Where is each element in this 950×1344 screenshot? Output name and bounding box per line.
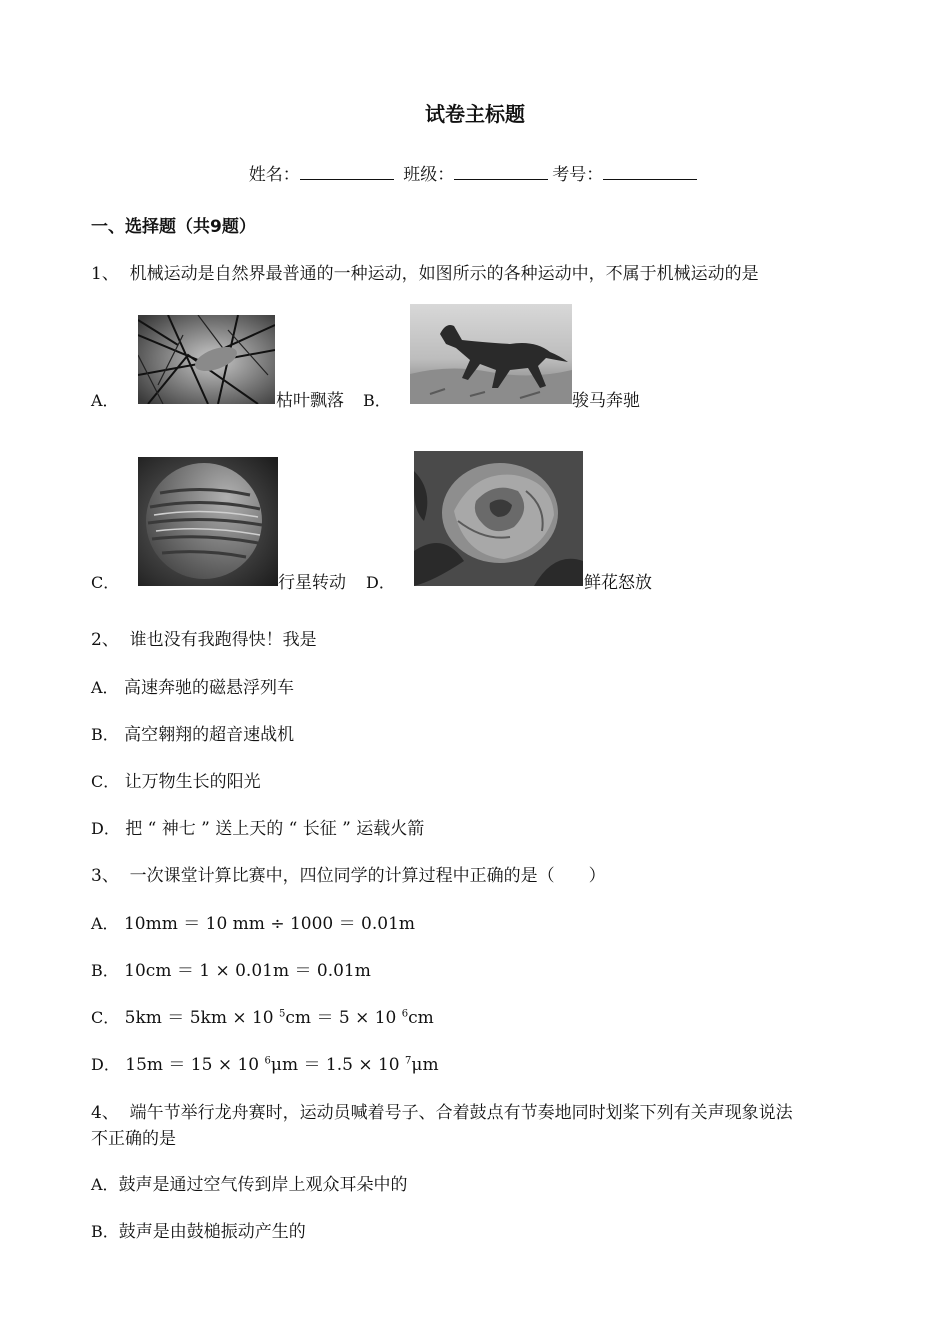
option-text: μm ＝ 1.5 × 10 (270, 1055, 406, 1075)
option-letter: D． (91, 1055, 120, 1074)
name-blank[interactable] (300, 161, 394, 180)
class-label: 班级： (403, 165, 455, 185)
question-text: 谁也没有我跑得快！我是 (129, 630, 317, 650)
falling-leaf-photo (138, 315, 275, 404)
option-text: 高空翱翔的超音速战机 (124, 725, 295, 745)
question-4-continued: 不正确的是 (91, 1129, 176, 1149)
question-text: 机械运动是自然界最普通的一种运动，如图所示的各种运动中，不属于机械运动的是 (129, 264, 759, 284)
blooming-flower-photo (414, 451, 583, 586)
question-number: 2、 (91, 630, 119, 650)
q2-option-d[interactable] (91, 814, 424, 839)
option-a-letter: A． (91, 391, 119, 410)
question-number: 3、 (91, 866, 119, 886)
question-2 (91, 625, 317, 650)
option-text: 15m ＝ 15 × 10 (125, 1055, 265, 1075)
question-3 (91, 861, 606, 886)
question-4 (91, 1098, 793, 1123)
q3-option-c[interactable] (91, 1003, 434, 1028)
option-d-letter: D． (366, 573, 395, 592)
option-c-caption: 行星转动 (278, 573, 346, 593)
section-heading: 一、选择题（共9题） (91, 217, 256, 237)
question-text: 一次课堂计算比赛中，四位同学的计算过程中正确的是（ ） (129, 866, 606, 886)
option-text: cm (408, 1008, 434, 1028)
option-c-letter: C． (91, 573, 120, 592)
option-text: cm ＝ 5 × 10 (285, 1008, 402, 1028)
option-text: 10cm ＝ 1 × 0.01m ＝ 0.01m (124, 961, 371, 981)
q3-option-b[interactable] (91, 956, 371, 981)
exponent: 7 (405, 1055, 412, 1067)
option-text: 鼓声是通过空气传到岸上观众耳朵中的 (118, 1175, 408, 1195)
option-b-caption: 骏马奔驰 (572, 391, 640, 411)
option-letter: A． (91, 678, 119, 697)
q3-option-a[interactable] (91, 909, 415, 934)
id-label: 考号： (552, 165, 604, 185)
q4-option-b[interactable] (91, 1217, 306, 1242)
exam-title: 试卷主标题 (425, 102, 525, 126)
option-letter: C． (91, 1008, 120, 1027)
rotating-planet-photo (138, 457, 278, 586)
exponent: 6 (401, 1008, 409, 1020)
option-text: 让万物生长的阳光 (124, 772, 261, 792)
question-number: 1、 (91, 264, 119, 284)
option-text: 5km ＝ 5km × 10 (124, 1008, 280, 1028)
option-text: 把 “ 神七 ” 送上天的 “ 长征 ” 运载火箭 (125, 819, 425, 839)
id-blank[interactable] (603, 161, 697, 180)
class-blank[interactable] (454, 161, 548, 180)
option-text: μm (411, 1055, 439, 1075)
exponent: 5 (279, 1008, 286, 1020)
option-b-letter: B． (363, 391, 391, 410)
question-number: 4、 (91, 1103, 119, 1123)
option-text: 10mm ＝ 10 mm ÷ 1000 ＝ 0.01m (123, 914, 416, 934)
q2-option-b[interactable] (91, 720, 294, 745)
option-d-caption: 鲜花怒放 (584, 573, 652, 593)
option-a-caption: 枯叶飘落 (276, 391, 344, 411)
option-text: 鼓声是由鼓槌振动产生的 (118, 1222, 306, 1242)
option-letter: B． (91, 961, 119, 980)
q3-option-d[interactable] (91, 1050, 439, 1075)
student-info-line (0, 160, 950, 185)
option-letter: B． (91, 1222, 119, 1241)
q2-option-a[interactable] (91, 673, 294, 698)
option-letter: D． (91, 819, 120, 838)
question-text: 端午节举行龙舟赛时，运动员喊着号子、合着鼓点有节奏地同时划桨下列有关声现象说法 (129, 1103, 793, 1123)
option-letter: A． (91, 1175, 119, 1194)
name-label: 姓名： (248, 165, 300, 185)
exponent: 6 (264, 1055, 271, 1067)
q2-option-c[interactable] (91, 767, 261, 792)
question-1 (91, 259, 759, 284)
option-text: 高速奔驰的磁悬浮列车 (123, 678, 294, 698)
q4-option-a[interactable] (91, 1170, 408, 1195)
option-letter: C． (91, 772, 120, 791)
option-letter: B． (91, 725, 119, 744)
galloping-horse-photo (410, 304, 572, 404)
option-letter: A． (91, 914, 119, 933)
